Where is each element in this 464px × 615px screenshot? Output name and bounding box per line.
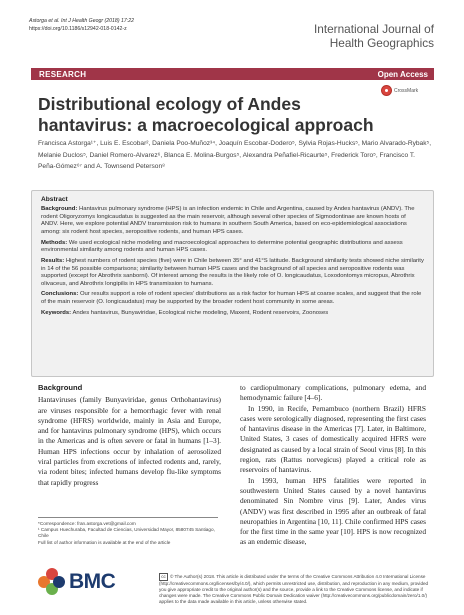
citation: Astorga et al. Int J Health Geogr (2018) 17:22	[29, 18, 134, 24]
doi-link[interactable]: https://doi.org/10.1186/s12942-018-0142-z	[29, 25, 127, 32]
body-paragraph: Hantaviruses (family Bunyaviridae, genus Orthohantavirus) are viruses responsible for a hemorrhagic fever with renal syndrome (HFRS) worldwide, mainly in Asia and Europe, and for hantavirus pulmonary syndrome (HPS), which occurs in the Americas and is often severe or fatal in humans [1–3]. Human HPS infections occur by inhalation of aerosolized viral particles from excretions of infected rodents and, rarely, via rodent bites; infected humans develop flu-like symptoms that rapidly progress	[38, 395, 221, 487]
affiliation-note: ¹ Campus Huechuraba, Facultad de Ciencias, Universidad Mayor, 8580745 Santiago, Chile	[38, 527, 215, 539]
abstract-heading: Abstract	[41, 196, 68, 203]
abstract-results: Results: Highest numbers of rodent species (five) were in Chile between 35° and 41°S latitude. Background similarity tests showed niche similarity in 14 of the 56 possible comparisons; similarity between human HPS cases and the background of all species and seropositive rodents was supported (except for Abrothrix sanborni). Of interest among the results is the likely role of O. longicaudatus, Loxodontomys micropus, Abrothrix olivaceus, and Abrothrix longipilis in HPS transmission to humans.	[41, 258, 424, 287]
abstract-box	[31, 190, 434, 377]
body-column-right	[240, 383, 426, 548]
article-title: Distributional ecology of Andes hantavirus: a macroecological approach	[38, 94, 374, 135]
article-header-info	[29, 18, 134, 33]
crossmark-icon	[381, 85, 392, 96]
body-paragraph: to cardiopulmonary complications, pulmonary edema, and hemodynamic failure [4–6].	[240, 383, 426, 403]
body-paragraph: In 1993, human HPS fatalities were reported in southwestern United States caused by a novel hantavirus denominated Sin Nombre virus [9]. Later, Andes virus (ANDV) was first described in 1995 after an outbreak of fatal neuropathies in Argentina [10, 11]. Chile confirmed HPS cases for the first time in the same year [10]. HPS is now recognized as an endemic disease,	[240, 475, 426, 547]
crossmark-badge[interactable]	[381, 84, 423, 98]
abstract-methods: Methods: We used ecological niche modeling and macroecological approaches to determine potential geographic distributions and assess environmental similarity among rodents and human HPS cases.	[41, 239, 403, 254]
abstract-conclusions: Conclusions: Our results support a role of rodent species’ distributions as a risk factor for human HPS at coarse scales, and suggest that the role of the main reservoir (O. longicaudatus) may be supported by the broader rodent host community in some areas.	[41, 291, 422, 305]
article-type-label: RESEARCH	[39, 69, 87, 79]
footnotes	[38, 517, 218, 546]
crossmark-label: CrossMark	[394, 87, 419, 94]
abstract-background: Background: Hantavirus pulmonary syndrome (HPS) is an infection endemic in Chile and Argentina, caused by Andes hantavirus (ANDV). The rodent Oligoryzomys longicaudatus is suggested as the main reservoir, although several other species of Sigmodontinae are known hosts of ANDV. Here, we explore potential ANDV transmission risk to humans in southern South America, based on eco-epidemiological associations among: six rodent host species, seropositive rodents, and human HPS cases.	[41, 206, 415, 235]
section-heading: Background	[38, 383, 83, 392]
cc-license-icon: cc	[159, 573, 168, 581]
body-column-left	[38, 383, 221, 488]
abstract-keywords: Keywords: Andes hantavirus, Bunyaviridae, Ecological niche modeling, Maxent, Rodent reservoirs, Zoonoses	[41, 309, 329, 316]
body-paragraph: In 1990, in Recife, Pernambuco (northern Brazil) HFRS cases were serologically diagnosed, representing the first cases of hantavirus disease in the Americas [7]. Later, in Baltimore, United States, 3 cases of domestically acquired HFRS were designated as caused by a local strain of Seoul virus [8]. In this region, rats (Rattus norvegicus) played a critical role as reservoirs of hantavirus.	[240, 403, 426, 475]
license-statement	[159, 573, 434, 605]
author-list: Francisca Astorga¹⁺, Luis E. Escobar², Daniela Poo-Muñoz³⁴, Joaquín Escobar-Dodero⁵, Sylvia Rojas-Hucks⁵, Mario Alvarado-Rybak⁵, Melanie Duclos⁵, Daniel Romero-Alvarez⁶, Blanca E. Molina-Burgos⁵, Alexandra Peñafiel-Ricaurte⁵, Frederick Toro⁵, Francisco T. Peña-Gómez⁶⁷ and A. Townsend Peterson⁸	[38, 140, 432, 170]
license-text: © The Author(s) 2018. This article is distributed under the terms of the Creative Commons Attribution 4.0 International License (http://creativecommons.org/licenses/by/4.0/), which permits unrestricted use, distribution, and reproduction in any medium, provided you give appropriate credit to the original author(s) and the source, provide a link to the Creative Commons license, and indicate if changes were made. The Creative Commons Public Domain Dedication waiver (http://creativecommons.org/publicdomain/zero/1.0/) applies to the data made available in this article, unless otherwise stated.	[159, 574, 429, 604]
author-info-note: Full list of author information is available at the end of the article	[38, 539, 171, 545]
article-type-banner	[31, 68, 434, 80]
bmc-logo-icon	[38, 568, 66, 596]
bmc-logo-text: BMC	[69, 570, 116, 593]
journal-name: International Journal of Health Geographics	[313, 22, 434, 50]
bmc-logo	[38, 568, 123, 598]
open-access-label: Open Access	[377, 69, 428, 79]
correspondence-note: *Correspondence: fran.astorga.vet@gmail.com	[38, 521, 136, 526]
